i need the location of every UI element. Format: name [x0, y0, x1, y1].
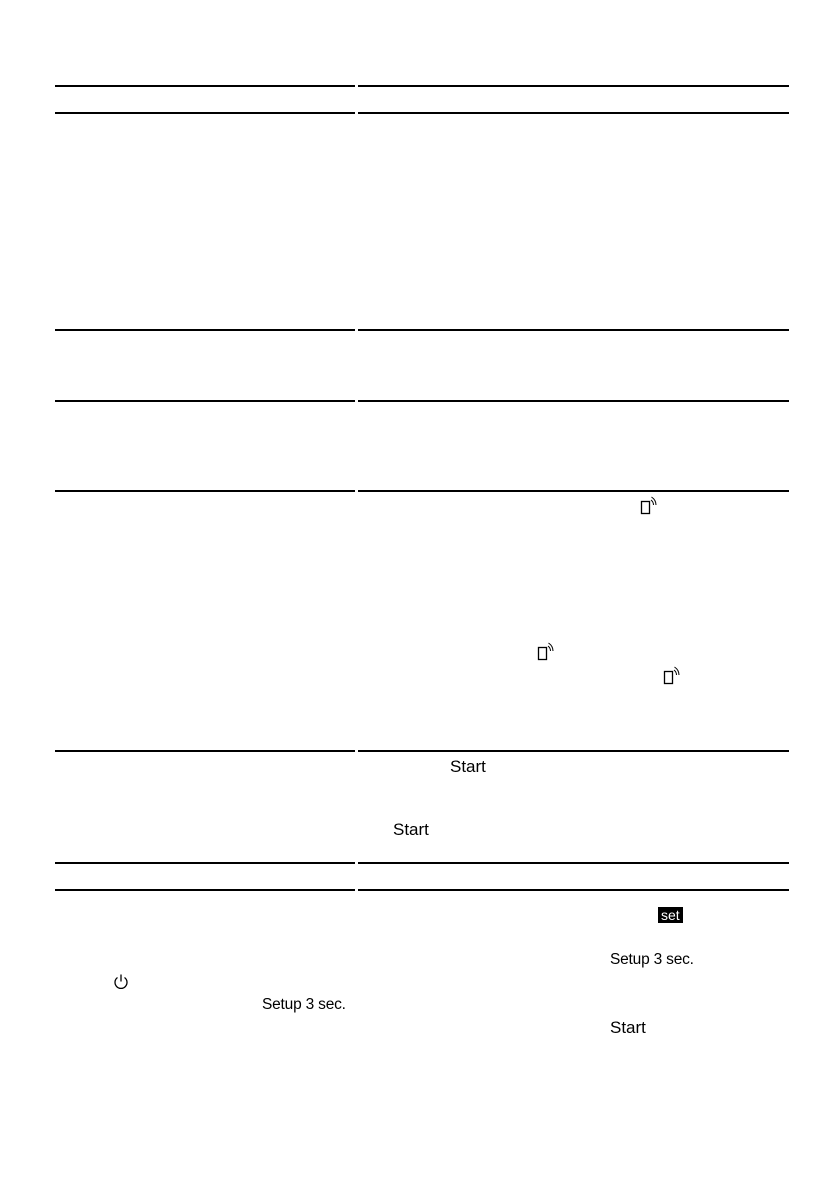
row-divider-left [55, 400, 355, 402]
table2-header-rule-right [358, 889, 789, 891]
setup-3-sec-label: Setup 3 sec. [262, 996, 346, 1013]
table-header-rule-left [55, 112, 355, 114]
table2-top-rule-right [358, 862, 789, 864]
row-divider-left [55, 490, 355, 492]
table-header-rule-right [358, 112, 789, 114]
row-divider-right [358, 329, 789, 331]
start-label: Start [610, 1018, 646, 1037]
remote-start-icon [663, 666, 681, 686]
row-divider-right [358, 400, 789, 402]
remote-start-icon [537, 642, 555, 662]
set-display-symbol: set [658, 907, 683, 923]
row-divider-left [55, 750, 355, 752]
table2-header-rule-left [55, 889, 355, 891]
setup-3-sec-label: Setup 3 sec. [610, 951, 694, 968]
start-label: Start [450, 757, 486, 776]
row-divider-right [358, 750, 789, 752]
table2-top-rule-left [55, 862, 355, 864]
table-top-rule-left [55, 85, 355, 87]
row-divider-left [55, 329, 355, 331]
table-top-rule-right [358, 85, 789, 87]
remote-start-icon [640, 496, 658, 516]
power-icon [113, 973, 129, 990]
start-label: Start [393, 820, 429, 839]
row-divider-right [358, 490, 789, 492]
